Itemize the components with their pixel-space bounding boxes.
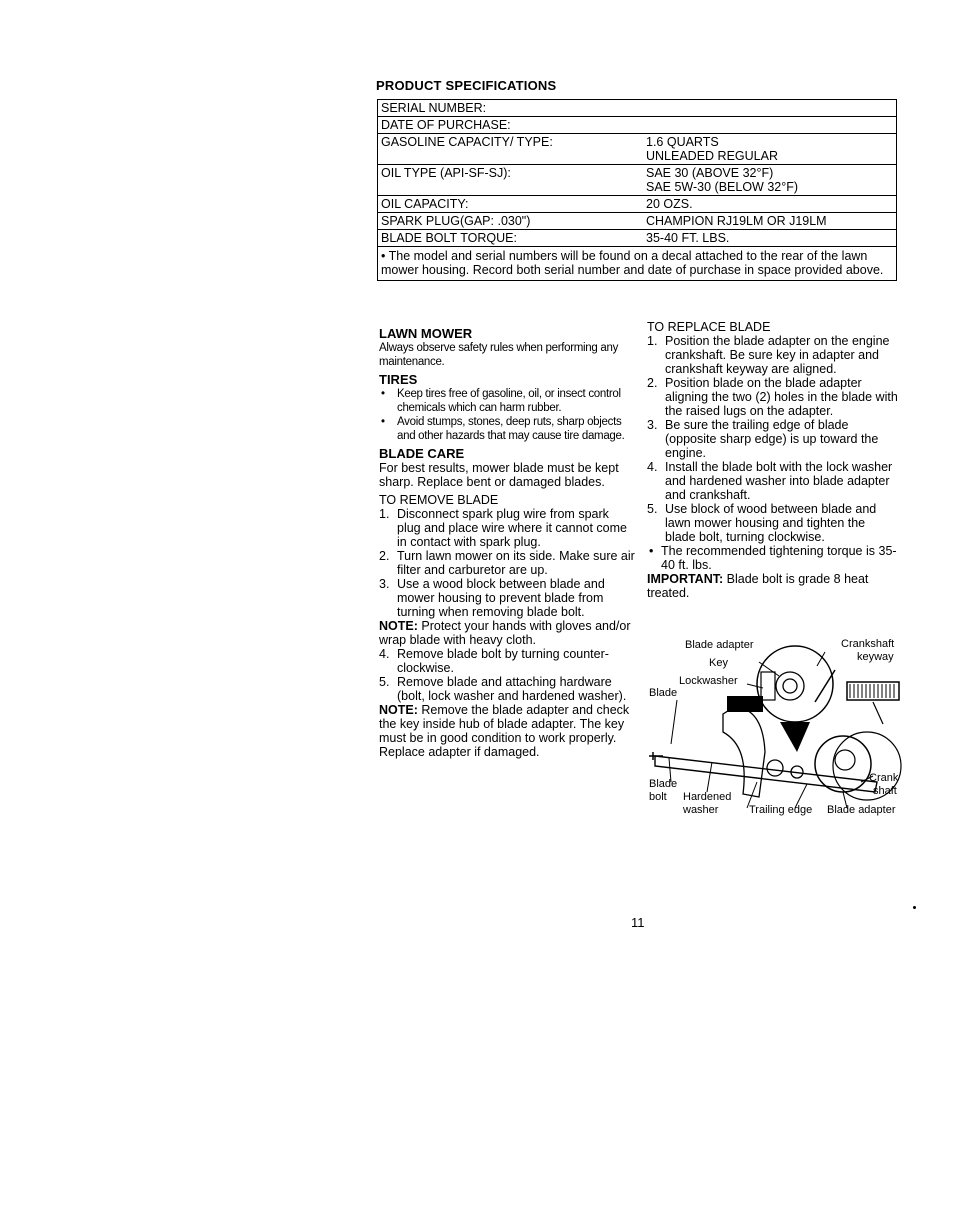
torque-list bbox=[647, 544, 899, 572]
spec-value bbox=[646, 101, 896, 115]
step-number: 3. bbox=[647, 418, 658, 432]
blade-assembly-diagram bbox=[647, 632, 905, 822]
step-number: 1. bbox=[647, 334, 658, 348]
bullet-icon: • bbox=[649, 544, 654, 558]
spec-row bbox=[378, 117, 896, 134]
spec-label: GASOLINE CAPACITY/ TYPE: bbox=[381, 135, 553, 149]
label-blade-bolt-2: bolt bbox=[649, 791, 667, 803]
step-item bbox=[379, 675, 635, 703]
important-note bbox=[647, 572, 899, 600]
spec-label: BLADE BOLT TORQUE: bbox=[381, 231, 517, 245]
right-column bbox=[647, 320, 899, 600]
spec-row bbox=[378, 165, 896, 196]
step-number: 5. bbox=[647, 502, 658, 516]
label-blade: Blade bbox=[649, 687, 678, 699]
spec-row bbox=[378, 100, 896, 117]
spec-row bbox=[378, 213, 896, 230]
label-crank-2: shaft bbox=[873, 785, 897, 797]
step-number: 4. bbox=[647, 460, 658, 474]
spec-row bbox=[378, 196, 896, 213]
step-item bbox=[647, 418, 899, 460]
spec-label: SPARK PLUG(GAP: .030") bbox=[381, 214, 531, 228]
spec-value: 20 OZS. bbox=[646, 197, 693, 211]
bullet-icon: • bbox=[381, 388, 385, 400]
lawnmower-text: Always observe safety rules when performing any maintenance. bbox=[379, 342, 619, 368]
step-text: Remove blade and attaching hardware (bolt, lock washer and hardened washer). bbox=[397, 675, 627, 703]
step-item bbox=[379, 577, 635, 619]
spec-value: SAE 30 (ABOVE 32°F) SAE 5W-30 (BELOW 32°F) bbox=[646, 166, 799, 194]
label-trailing-edge: Trailing edge bbox=[749, 804, 813, 816]
step-text: Use a wood block between blade and mower housing to prevent blade from turning when removing blade bolt. bbox=[397, 577, 605, 619]
step-item bbox=[379, 647, 635, 675]
important-text: Blade bolt is grade 8 heat treated. bbox=[647, 572, 869, 600]
step-number: 3. bbox=[379, 577, 390, 591]
step-text: Turn lawn mower on its side. Make sure air filter and carburetor are up. bbox=[397, 549, 635, 577]
step-text: Disconnect spark plug wire from spark plug and place wire where it cannot come in contact with spark plug. bbox=[397, 507, 627, 549]
step-item bbox=[379, 507, 635, 549]
step-number: 4. bbox=[379, 647, 390, 661]
label-crankshaft-keyway-1: Crankshaft bbox=[841, 638, 895, 650]
bullet-item bbox=[379, 387, 635, 415]
step-item bbox=[647, 460, 899, 502]
note-1-text: Protect your hands with gloves and/or wrap blade with heavy cloth. bbox=[379, 619, 631, 647]
tires-heading: TIRES bbox=[379, 372, 418, 387]
step-item bbox=[647, 502, 899, 544]
blade-care-text: For best results, mower blade must be kept sharp. Replace bent or damaged blades. bbox=[379, 461, 619, 489]
spec-label: DATE OF PURCHASE: bbox=[381, 118, 511, 132]
torque-note-item bbox=[647, 544, 899, 572]
label-crank-1: Crank bbox=[869, 772, 899, 784]
step-number: 2. bbox=[379, 549, 390, 563]
step-number: 5. bbox=[379, 675, 390, 689]
step-text: Position blade on the blade adapter aligning the two (2) holes in the blade with the raised lugs on the adapter. bbox=[665, 376, 898, 418]
step-text: Position the blade adapter on the engine crankshaft. Be sure key in adapter and crankshaft keyway are aligned. bbox=[665, 334, 890, 376]
label-blade-adapter-bottom: Blade adapter bbox=[827, 804, 896, 816]
bullet-text: Avoid stumps, stones, deep ruts, sharp objects and other hazards that may cause tire damage. bbox=[397, 416, 625, 442]
label-blade-bolt-1: Blade bbox=[649, 778, 678, 790]
note-1-label: NOTE: bbox=[379, 619, 418, 633]
label-hardened-2: washer bbox=[683, 804, 719, 816]
note-2 bbox=[379, 703, 635, 759]
lawnmower-heading: LAWN MOWER bbox=[379, 326, 473, 341]
note-1 bbox=[379, 619, 635, 647]
replace-steps bbox=[647, 334, 899, 544]
blade-care-heading: BLADE CARE bbox=[379, 446, 465, 461]
step-text: Remove blade bolt by turning counter-clockwise. bbox=[397, 647, 609, 675]
label-blade-adapter-top: Blade adapter bbox=[685, 639, 754, 651]
step-text: Be sure the trailing edge of blade (opposite sharp edge) is up toward the engine. bbox=[665, 418, 879, 460]
note-2-label: NOTE: bbox=[379, 703, 418, 717]
spec-value: CHAMPION RJ19LM OR J19LM bbox=[646, 214, 827, 228]
tires-list bbox=[379, 387, 635, 443]
spec-label: OIL CAPACITY: bbox=[381, 197, 469, 211]
spec-title: PRODUCT SPECIFICATIONS bbox=[376, 78, 557, 93]
replace-blade-heading: TO REPLACE BLADE bbox=[647, 320, 771, 334]
left-column bbox=[379, 323, 635, 759]
spec-table bbox=[377, 99, 897, 281]
spec-label: SERIAL NUMBER: bbox=[381, 101, 487, 115]
step-item bbox=[379, 549, 635, 577]
torque-note: The recommended tightening torque is 35-40 ft. lbs. bbox=[661, 544, 897, 572]
spec-value: 35-40 FT. LBS. bbox=[646, 231, 730, 245]
step-item bbox=[647, 376, 899, 418]
spec-label: OIL TYPE (API-SF-SJ): bbox=[381, 166, 511, 180]
label-hardened-1: Hardened bbox=[683, 791, 732, 803]
bullet-item bbox=[379, 415, 635, 443]
spec-value bbox=[646, 118, 896, 132]
spec-value: 1.6 QUARTS UNLEADED REGULAR bbox=[646, 135, 778, 163]
remove-blade-heading: TO REMOVE BLADE bbox=[379, 493, 499, 507]
speck-dot bbox=[913, 906, 916, 909]
step-item bbox=[647, 334, 899, 376]
step-text: Install the blade bolt with the lock washer and hardened washer into blade adapter and crankshaft. bbox=[665, 460, 893, 502]
spec-note: • The model and serial numbers will be found on a decal attached to the rear of the lawn mower housing. Record both serial number and date of purchase in space provided above. bbox=[381, 249, 884, 277]
spec-row bbox=[378, 134, 896, 165]
bullet-text: Keep tires free of gasoline, oil, or insect control chemicals which can harm rubber. bbox=[397, 388, 621, 414]
important-label: IMPORTANT: bbox=[647, 572, 724, 586]
label-crankshaft-keyway-2: keyway bbox=[857, 651, 894, 663]
label-key: Key bbox=[709, 657, 728, 669]
note-2-text: Remove the blade adapter and check the key inside hub of blade adapter. The key must be in good condition to work properly. Replace adapter if damaged. bbox=[379, 703, 630, 759]
step-number: 1. bbox=[379, 507, 390, 521]
step-number: 2. bbox=[647, 376, 658, 390]
spec-row bbox=[378, 230, 896, 247]
remove-steps-b bbox=[379, 647, 635, 703]
remove-steps-a bbox=[379, 507, 635, 619]
step-text: Use block of wood between blade and lawn mower housing and tighten the blade bolt, turning clockwise. bbox=[665, 502, 877, 544]
bullet-icon: • bbox=[381, 416, 385, 428]
page-number: 11 bbox=[631, 915, 645, 930]
label-lockwasher: Lockwasher bbox=[679, 675, 738, 687]
